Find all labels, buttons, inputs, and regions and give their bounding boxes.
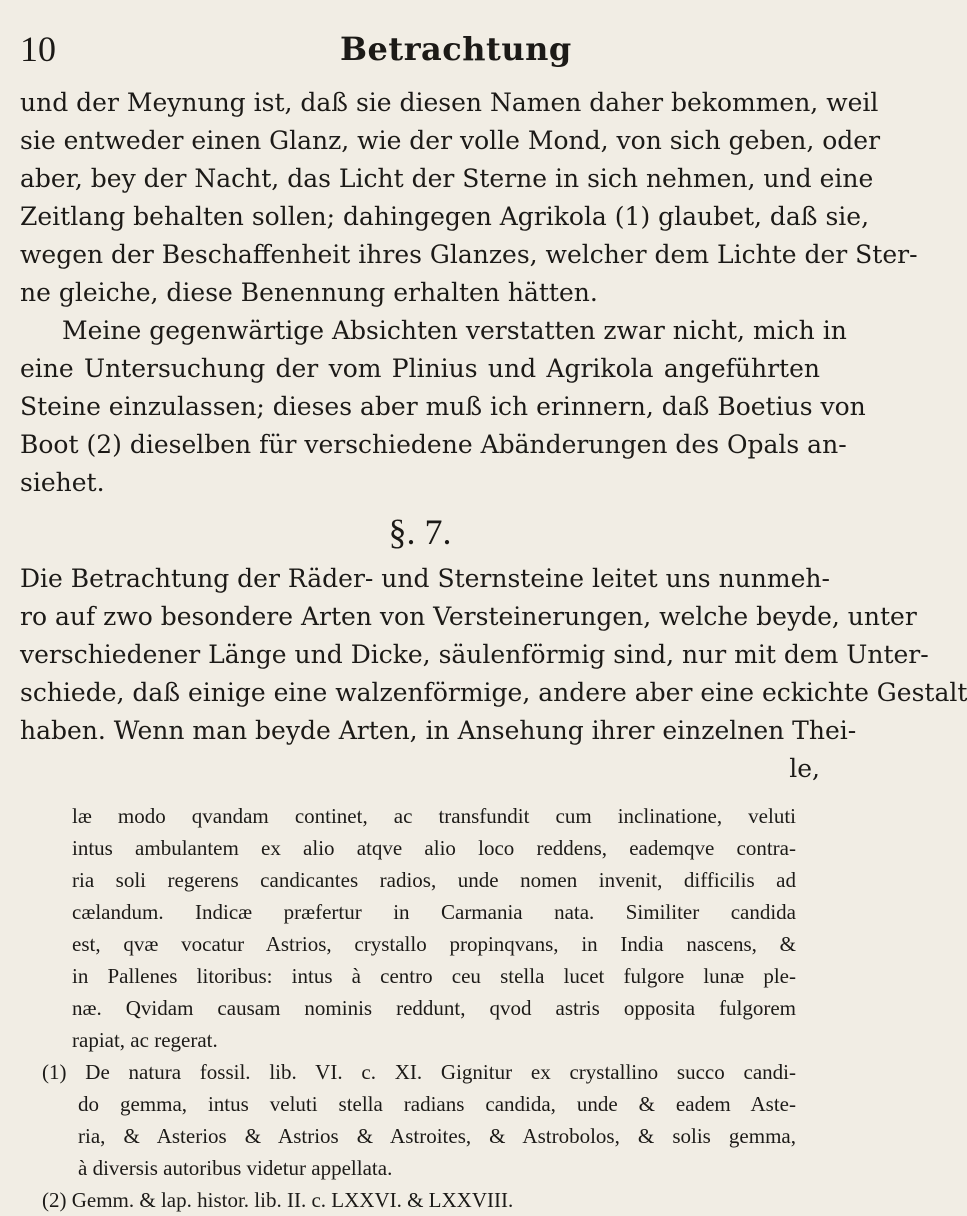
text-line: ro auf zwo besondere Arten von Versteinerungen, welche beyde, unter bbox=[20, 602, 917, 631]
text-line: Die Betrachtung der Räder- und Sternsteine leitet uns nunmeh- bbox=[20, 564, 830, 593]
text-line: siehet. bbox=[20, 468, 105, 497]
catchword: le, bbox=[789, 754, 820, 783]
footnote-quote-line: læ modo qvandam continet, ac transfundit cum inclinatione, veluti bbox=[72, 804, 796, 828]
page-header bbox=[20, 28, 820, 72]
text-line: ne gleiche, diese Benennung erhalten hätten. bbox=[20, 278, 598, 307]
text-line: sie entweder einen Glanz, wie der volle Mond, von sich geben, oder bbox=[20, 126, 881, 155]
footnote-quote-line: cælandum. Indicæ præfertur in Carmania nata. Similiter candida bbox=[72, 900, 796, 924]
section-heading: §. 7. bbox=[388, 512, 452, 552]
text-line: wegen der Beschaffenheit ihres Glanzes, welcher dem Lichte der Ster- bbox=[20, 240, 918, 269]
footnote-quote-line: intus ambulantem ex alio atqve alio loco reddens, eademqve contra- bbox=[72, 836, 796, 860]
main-text bbox=[20, 84, 967, 788]
footnote-1-line: do gemma, intus veluti stella radians candida, unde & eadem Aste- bbox=[78, 1092, 796, 1116]
footnote-2: (2) Gemm. & lap. histor. lib. II. c. LXXVI. & LXXVIII. bbox=[42, 1188, 514, 1212]
text-line: haben. Wenn man beyde Arten, in Ansehung ihrer einzelnen Thei- bbox=[20, 716, 857, 745]
page-number: 10 bbox=[20, 29, 56, 69]
text-line: Meine gegenwärtige Absichten verstatten zwar nicht, mich in bbox=[62, 316, 847, 345]
text-line: aber, bey der Nacht, das Licht der Sterne in sich nehmen, und eine bbox=[20, 164, 874, 193]
text-line: Steine einzulassen; dieses aber muß ich erinnern, daß Boetius von bbox=[20, 392, 866, 421]
footnotes bbox=[20, 800, 820, 1216]
footnote-quote-line: rapiat, ac regerat. bbox=[72, 1028, 218, 1052]
footnote-quote-line: est, qvæ vocatur Astrios, crystallo propinqvans, in India nascens, & bbox=[72, 932, 796, 956]
running-head: Betrachtung bbox=[340, 30, 572, 68]
footnote-quote-line: næ. Qvidam causam nominis reddunt, qvod astris opposita fulgorem bbox=[72, 996, 796, 1020]
footnote-1: (1) De natura fossil. lib. VI. c. XI. Gignitur ex crystallino succo candi- bbox=[42, 1060, 796, 1084]
text-line: eine Untersuchung der vom Plinius und Agrikola angeführten bbox=[20, 354, 820, 383]
footnote-quote-line: in Pallenes litoribus: intus à centro ceu stella lucet fulgore lunæ ple- bbox=[72, 964, 796, 988]
text-line: Boot (2) dieselben für verschiedene Abänderungen des Opals an- bbox=[20, 430, 847, 459]
footnote-1-line: à diversis autoribus videtur appellata. bbox=[78, 1156, 393, 1180]
text-line: und der Meynung ist, daß sie diesen Namen daher bekommen, weil bbox=[20, 88, 879, 117]
footnote-1-line: ria, & Asterios & Astrios & Astroites, & Astrobolos, & solis gemma, bbox=[78, 1124, 796, 1148]
text-line: Zeitlang behalten sollen; dahingegen Agrikola (1) glaubet, daß sie, bbox=[20, 202, 870, 231]
text-line: schiede, daß einige eine walzenförmige, andere aber eine eckichte Gestalt bbox=[20, 678, 967, 707]
footnote-quote-line: ria soli regerens candicantes radios, unde nomen invenit, difficilis ad bbox=[72, 868, 796, 892]
text-line: verschiedener Länge und Dicke, säulenförmig sind, nur mit dem Unter- bbox=[20, 640, 929, 669]
